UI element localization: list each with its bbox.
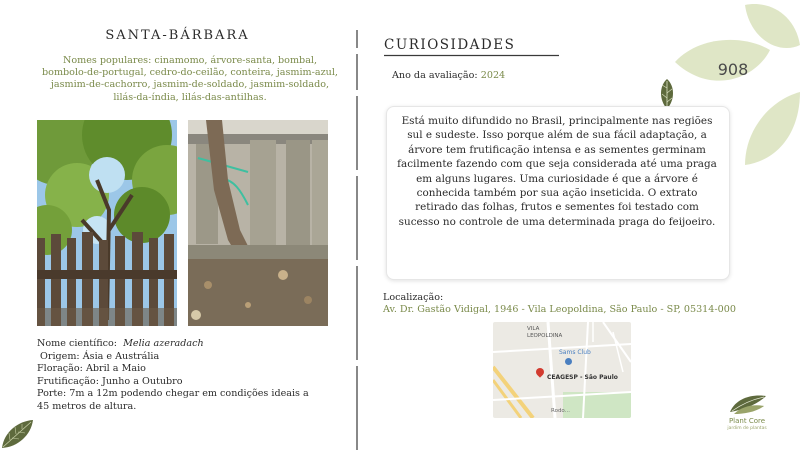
plant-info xyxy=(37,338,337,414)
plant-title: SANTA-BÁRBARA xyxy=(105,28,250,43)
column-divider xyxy=(355,30,359,450)
size: Porte: 7m a 12m podendo chegar em condições ideais a 45 metros de altura. xyxy=(37,388,309,412)
title-underline xyxy=(384,54,559,57)
map-road-label: Rodo... xyxy=(551,408,570,414)
evaluation-year xyxy=(392,70,505,81)
curiosities-title: CURIOSIDADES xyxy=(384,37,516,53)
location-map[interactable] xyxy=(493,322,631,418)
map-place-label: CEAGESP - São Paulo xyxy=(547,374,618,381)
curiosities-text: Está muito difundido no Brasil, principalmente nas regiões sul e sudeste. Isso porque além de sua fácil adaptação, a árvore tem frutificação intensa e as sementes germinam facilmente fazendo com que seja considerada até uma praga em alguns lugares. Uma curiosidade é que a árvore é conhecida também por sua ação inseticida. O extrato retirado das folhas, frutos e sementes foi testado com sucesso no controle de uma determinada praga do feijoeiro. xyxy=(397,115,717,228)
scientific-name: Melia azeradach xyxy=(123,338,204,349)
origin: Origem: Ásia e Austrália xyxy=(40,350,160,362)
plant-core-logo-icon xyxy=(728,392,768,416)
year-value: 2024 xyxy=(480,70,506,81)
tree-trunk-photo xyxy=(188,120,328,326)
popular-names: Nomes populares: cinamomo, árvore-santa, bombal, bombolo-de-portugal, cedro-do-ceilão, conteira, jasmim-azul, jasmim-de-cachorro, jasmim-de-soldado, jasmim-soldado, lilás-da-índia, lilás-das-antilhas. xyxy=(42,55,338,103)
map-district-label: VILA LEOPOLDINA xyxy=(527,326,563,339)
store-pin-icon xyxy=(565,358,572,365)
fruiting: Frutificação: Junho a Outubro xyxy=(37,375,183,387)
brand-tagline: jardim de plantas xyxy=(727,426,767,431)
scientific-name-row xyxy=(37,338,337,351)
card-number: 908 xyxy=(717,60,749,79)
map-store-label: Sams Club xyxy=(559,349,591,356)
location-address[interactable]: Av. Dr. Gastão Vidigal, 1946 - Vila Leopoldina, São Paulo - SP, 05314-000 xyxy=(383,304,736,315)
location-label: Localização: xyxy=(383,292,444,303)
corner-leaf-icon xyxy=(0,418,36,450)
flowering: Floração: Abril a Maio xyxy=(37,363,146,375)
year-label: Ano da avaliação: xyxy=(392,70,478,81)
brand-name: Plant Core xyxy=(728,417,766,425)
scientific-name-label: Nome científico: xyxy=(37,338,117,349)
tree-canopy-photo xyxy=(37,120,177,326)
